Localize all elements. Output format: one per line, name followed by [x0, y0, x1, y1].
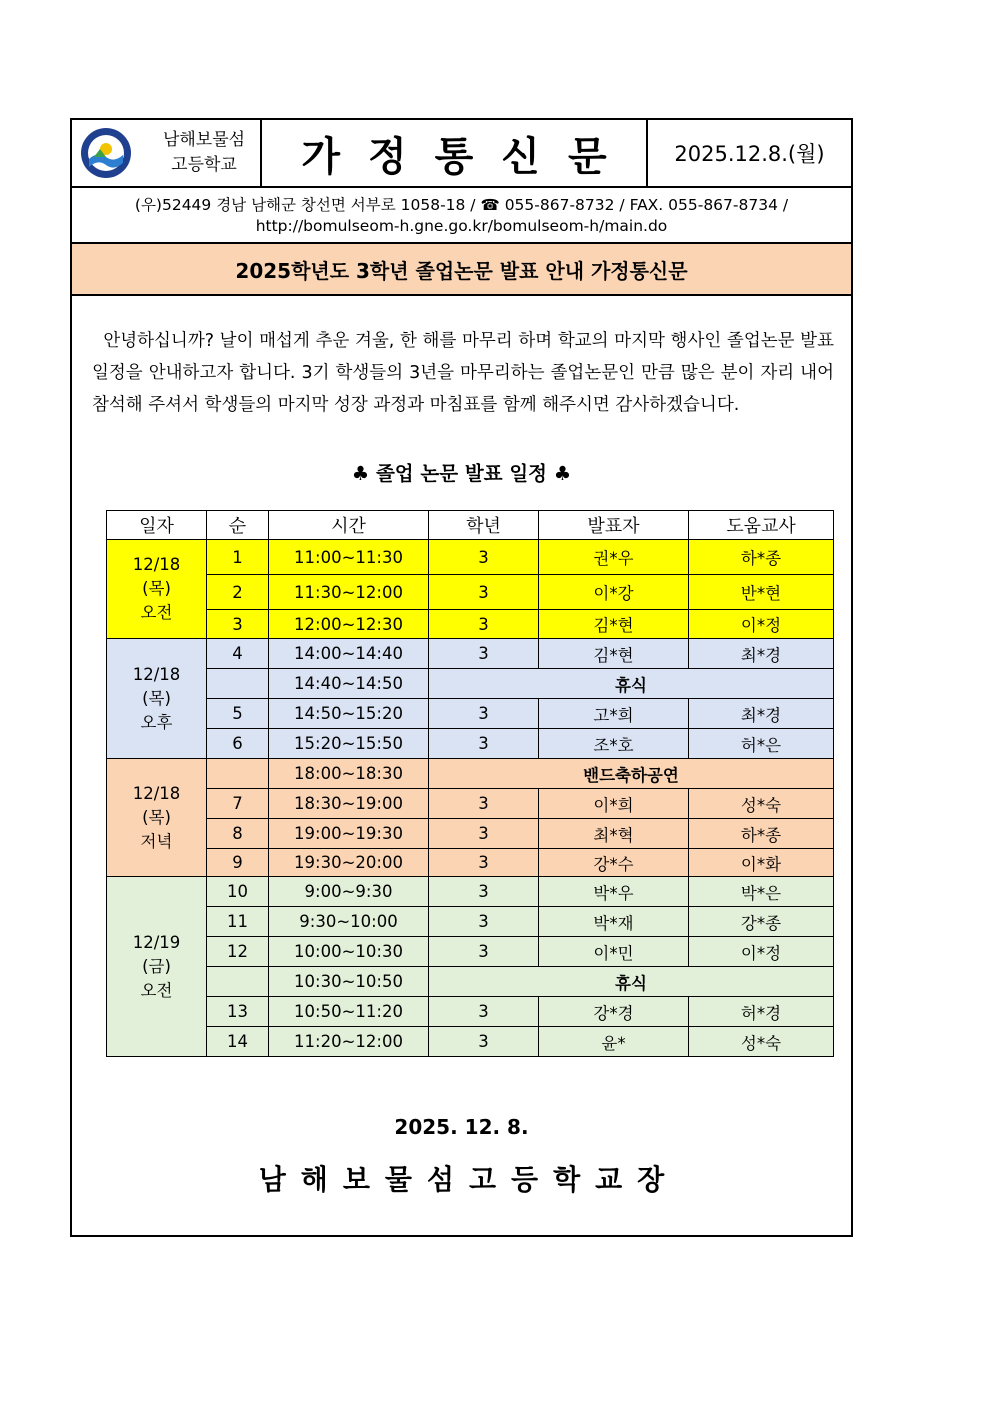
teacher-cell: 이*정 — [689, 610, 834, 639]
address-line1: (우)52449 경남 남해군 창선면 서부로 1058-18 / ☎ 055-867-8732 / FAX. 055-867-8734 / — [134, 196, 789, 214]
time-cell: 10:50~11:20 — [269, 997, 429, 1027]
presenter-cell: 김*현 — [539, 639, 689, 669]
teacher-cell: 성*숙 — [689, 789, 834, 819]
presenter-cell: 김*현 — [539, 610, 689, 639]
time-cell: 9:00~9:30 — [269, 877, 429, 907]
table-row — [107, 669, 834, 699]
time-cell: 19:00~19:30 — [269, 819, 429, 849]
day-label-line: (목) — [142, 688, 171, 708]
table-row — [107, 699, 834, 729]
event-cell: 휴식 — [429, 669, 834, 699]
teacher-cell: 하*종 — [689, 540, 834, 575]
presenter-cell: 박*우 — [539, 877, 689, 907]
presenter-cell: 강*수 — [539, 849, 689, 877]
order-cell: 14 — [207, 1027, 269, 1057]
notice-banner: 2025학년도 3학년 졸업논문 발표 안내 가정통신문 — [72, 244, 851, 296]
time-cell: 9:30~10:00 — [269, 907, 429, 937]
document-title: 가정통신문 — [262, 120, 648, 186]
presenter-cell: 강*경 — [539, 997, 689, 1027]
day-cell — [107, 540, 207, 639]
day-cell — [107, 877, 207, 1057]
day-label-line: (목) — [142, 579, 171, 598]
presenter-cell: 이*희 — [539, 789, 689, 819]
column-header: 시간 — [269, 511, 429, 540]
teacher-cell: 하*종 — [689, 819, 834, 849]
day-label-line: 오전 — [140, 603, 173, 622]
schedule-title: ♣ 졸업 논문 발표 일정 ♣ — [351, 462, 572, 485]
day-label-line: 12/18 — [132, 555, 181, 574]
day-label-line: (금) — [142, 956, 171, 976]
grade-cell: 3 — [429, 639, 539, 669]
day-label-line: 오전 — [140, 980, 173, 1000]
teacher-cell: 이*정 — [689, 937, 834, 967]
grade-cell: 3 — [429, 849, 539, 877]
document-date: 2025.12.8.(월) — [674, 142, 825, 166]
order-cell: 4 — [207, 639, 269, 669]
school-name — [150, 128, 258, 178]
table-row — [107, 610, 834, 639]
table-row — [107, 789, 834, 819]
teacher-cell: 최*경 — [689, 699, 834, 729]
school-name-line1: 남해보물섬 — [162, 130, 246, 150]
day-cell — [107, 759, 207, 877]
day-label-line: (목) — [142, 807, 171, 827]
grade-cell: 3 — [429, 997, 539, 1027]
time-cell: 19:30~20:00 — [269, 849, 429, 877]
table-row — [107, 759, 834, 789]
header — [72, 120, 851, 188]
sign-date: 2025. 12. 8. — [394, 1115, 529, 1139]
table-row — [107, 729, 834, 759]
presenter-cell: 고*희 — [539, 699, 689, 729]
time-cell: 10:00~10:30 — [269, 937, 429, 967]
order-cell — [207, 759, 269, 789]
table-row — [107, 997, 834, 1027]
order-cell — [207, 669, 269, 699]
column-header: 학년 — [429, 511, 539, 540]
day-label-line: 오후 — [140, 712, 173, 732]
time-cell: 11:30~12:00 — [269, 575, 429, 610]
school-address — [72, 186, 851, 244]
order-cell: 1 — [207, 540, 269, 575]
teacher-cell: 최*경 — [689, 639, 834, 669]
grade-cell: 3 — [429, 575, 539, 610]
table-header-row — [107, 511, 834, 540]
table-row — [107, 877, 834, 907]
time-cell: 14:50~15:20 — [269, 699, 429, 729]
teacher-cell: 성*숙 — [689, 1027, 834, 1057]
column-header: 도움교사 — [689, 511, 834, 540]
time-cell: 18:00~18:30 — [269, 759, 429, 789]
presenter-cell: 조*호 — [539, 729, 689, 759]
time-cell: 18:30~19:00 — [269, 789, 429, 819]
table-row — [107, 540, 834, 575]
time-cell: 10:30~10:50 — [269, 967, 429, 997]
day-label-line: 12/19 — [132, 932, 181, 952]
presenter-cell: 권*우 — [539, 540, 689, 575]
teacher-cell: 강*종 — [689, 907, 834, 937]
order-cell: 2 — [207, 575, 269, 610]
grade-cell: 3 — [429, 819, 539, 849]
intro-paragraph — [92, 325, 834, 421]
grade-cell: 3 — [429, 1027, 539, 1057]
grade-cell: 3 — [429, 610, 539, 639]
table-row — [107, 907, 834, 937]
time-cell: 14:00~14:40 — [269, 639, 429, 669]
school-emblem-icon — [80, 127, 132, 179]
time-cell: 11:20~12:00 — [269, 1027, 429, 1057]
order-cell: 6 — [207, 729, 269, 759]
document-frame — [70, 118, 853, 1237]
teacher-cell: 허*경 — [689, 997, 834, 1027]
time-cell: 15:20~15:50 — [269, 729, 429, 759]
table-row — [107, 849, 834, 877]
teacher-cell: 이*화 — [689, 849, 834, 877]
event-cell: 밴드축하공연 — [429, 759, 834, 789]
order-cell: 11 — [207, 907, 269, 937]
presenter-cell: 최*혁 — [539, 819, 689, 849]
event-cell: 휴식 — [429, 967, 834, 997]
presenter-cell: 이*민 — [539, 937, 689, 967]
time-cell: 12:00~12:30 — [269, 610, 429, 639]
order-cell: 13 — [207, 997, 269, 1027]
column-header: 발표자 — [539, 511, 689, 540]
time-cell: 11:00~11:30 — [269, 540, 429, 575]
grade-cell: 3 — [429, 540, 539, 575]
column-header: 순 — [207, 511, 269, 540]
grade-cell: 3 — [429, 789, 539, 819]
address-url: http://bomulseom-h.gne.go.kr/bomulseom-h/main.do — [255, 217, 668, 235]
table-row — [107, 937, 834, 967]
grade-cell: 3 — [429, 877, 539, 907]
order-cell: 9 — [207, 849, 269, 877]
grade-cell: 3 — [429, 729, 539, 759]
teacher-cell: 박*은 — [689, 877, 834, 907]
table-row — [107, 819, 834, 849]
teacher-cell: 반*현 — [689, 575, 834, 610]
day-label-line: 12/18 — [132, 783, 181, 803]
day-label-line: 저녁 — [140, 831, 173, 851]
presenter-cell: 윤* — [539, 1027, 689, 1057]
order-cell: 12 — [207, 937, 269, 967]
grade-cell: 3 — [429, 907, 539, 937]
presenter-cell: 이*강 — [539, 575, 689, 610]
principal-signature: 남해보물섬고등학교장 — [258, 1163, 680, 1196]
order-cell: 3 — [207, 610, 269, 639]
order-cell: 10 — [207, 877, 269, 907]
schedule-table — [106, 510, 834, 1057]
order-cell — [207, 967, 269, 997]
presenter-cell: 박*재 — [539, 907, 689, 937]
time-cell: 14:40~14:50 — [269, 669, 429, 699]
table-row — [107, 967, 834, 997]
table-row — [107, 1027, 834, 1057]
school-logo-cell — [72, 120, 262, 186]
school-name-line2: 고등학교 — [171, 155, 237, 175]
order-cell: 8 — [207, 819, 269, 849]
column-header: 일자 — [107, 511, 207, 540]
grade-cell: 3 — [429, 699, 539, 729]
table-row — [107, 575, 834, 610]
day-label-line: 12/18 — [132, 664, 181, 684]
order-cell: 5 — [207, 699, 269, 729]
grade-cell: 3 — [429, 937, 539, 967]
intro-text: 안녕하십니까? 날이 매섭게 추운 겨울, 한 해를 마무리 하며 학교의 마지막 행사인 졸업논문 발표 일정을 안내하고자 합니다. 3기 학생들의 3년을 마무리하는 졸업논문인 만큼 많은 분이 자리 내어 참석해 주셔서 학생들의 마지막 성장 과정과 마침표를 함께 해주시면 감사하겠습니다. — [92, 331, 834, 415]
teacher-cell: 허*은 — [689, 729, 834, 759]
table-row — [107, 639, 834, 669]
order-cell: 7 — [207, 789, 269, 819]
day-cell — [107, 639, 207, 759]
